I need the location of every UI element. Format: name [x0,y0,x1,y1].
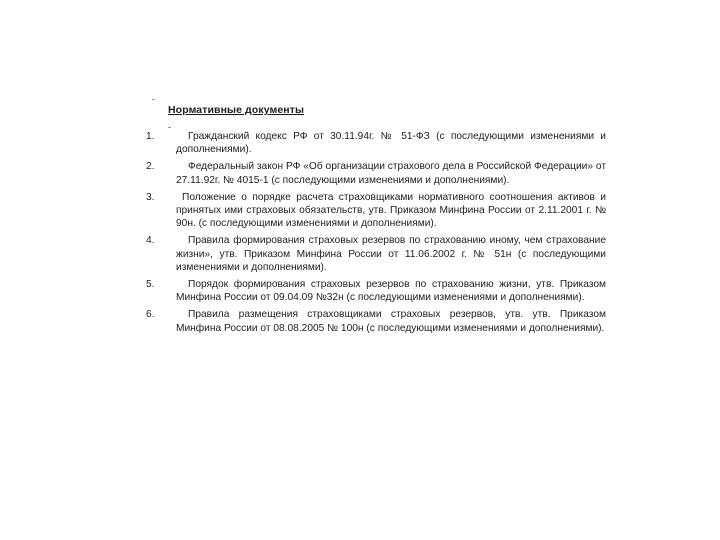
list-item [146,130,606,156]
list-item-number: 3. [146,191,155,203]
list-item-number: 5. [146,279,155,291]
list-item-text: Положение о порядке расчета страховщиками нормативного соотношения активов и принятых ими страховых обязательств, утв. Приказом Минфина России от 2.11.2001 г. № 90н. (с последующими изменениями и дополнениями). [176,191,606,230]
stray-mark: - [152,94,155,104]
list-item-text: Порядок формирования страховых резервов по страхованию жизни, утв. Приказом Минфина России от 09.04.09 №32н (с последующими изменениями и дополнениями). [176,279,606,304]
list-item-text: Федеральный закон РФ «Об организации страхового дела в Российской Федерации» от 27.11.92г. № 4015-1 (с последующими изменениями и дополнениями). [176,161,606,186]
list-item-text: Правила формирования страховых резервов по страхованию иному, чем страхование жизни», утв. Приказом Минфина России от 11.06.2002 г. № 51н (с последующими изменениями и дополнениями). [176,235,606,273]
list-item [146,160,606,186]
list-item-number: 1. [146,131,155,142]
list-item-number: 4. [146,235,155,247]
list-item-text: Гражданский кодекс РФ от 30.11.94г. № 51-ФЗ (с последующими изменениями и дополнениями). [176,131,606,156]
list-item [146,278,606,304]
list-item-text: Правила размещения страховщиками страховых резервов, утв. утв. Приказом Минфина России от 08.08.2005 № 100н (с последующими изменениями и дополнениями). [176,309,606,334]
list-item [146,308,606,334]
list-item-number: 6. [146,309,155,321]
section-heading: Нормативные документы [168,104,305,116]
list-item [146,234,606,274]
list-item-number: 2. [146,161,155,173]
stray-mark: - [168,122,171,132]
list-item [146,191,606,231]
document-list [146,130,606,339]
